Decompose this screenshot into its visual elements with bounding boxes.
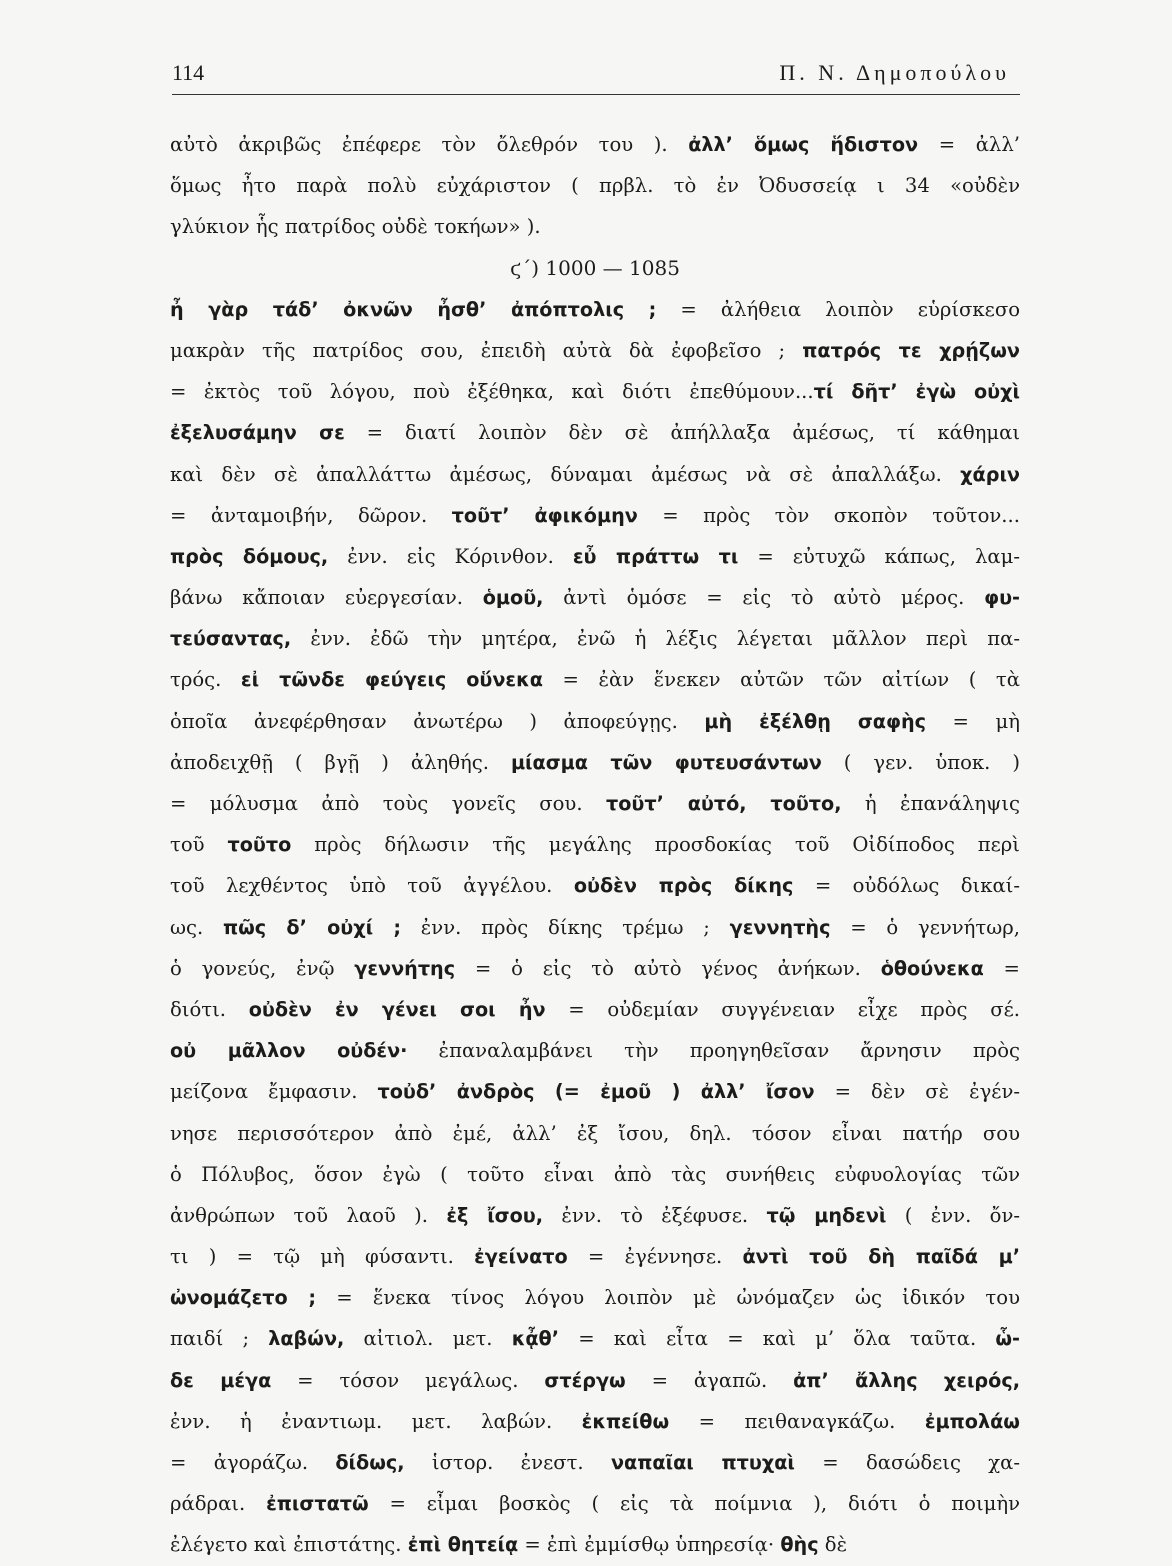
text-line [170,989,1020,1030]
gloss-text: = ἀλλ’ [918,133,1020,156]
lemma: ἐγείνατο [474,1245,568,1269]
lemma: στέργω [544,1368,626,1392]
text-line [170,371,1020,412]
lemma: δε μέγα [170,1368,272,1392]
gloss-text: ἐνν. πρὸς δίκης τρέμω ; [401,915,730,939]
lemma: τί δῆτ’ ἐγὼ οὐχὶ [813,380,1020,404]
gloss-text: ( ἐνν. ὄν- [886,1203,1020,1227]
text-line [170,330,1020,371]
text-line [170,742,1020,783]
gloss-text: = ἀγοράζω. [170,1451,336,1474]
gloss-text: = καὶ εἶτα = καὶ μ’ ὅλα ταῦτα. [559,1327,996,1351]
gloss-text: μείζονα ἔμφασιν. [170,1080,378,1104]
text-line [170,1524,1020,1565]
gloss-text: δὲ [818,1533,848,1557]
gloss-text: = ἀλήθεια λοιπὸν εὑρίσκεσο [656,297,1020,321]
gloss-text: ( γεν. ὑποκ. ) [821,750,1020,774]
lemma: ἐξ ἴσου, [446,1203,544,1227]
gloss-text: = ἐκτὸς τοῦ λόγου, ποὺ ἐξέθηκα, καὶ διότι ἐπεθύμουν... [170,380,814,404]
gloss-text: διότι. [170,997,249,1021]
lemma: γεννήτης [354,956,456,980]
lemma: τοὐδ’ ἀνδρὸς (= ἐμοῦ ) ἀλλ’ ἴσον [377,1080,815,1104]
text-line [170,659,1020,700]
lemma: ἐκπείθω [581,1409,670,1433]
text-line [170,495,1020,536]
gloss-text: = εἶμαι βοσκὸς ( εἰς τὰ ποίμνια ), διότι ὁ ποιμὴν [368,1492,1020,1516]
lemma: πῶς δ’ οὐχί ; [222,915,401,939]
gloss-text: = εὐτυχῶ κάπως, λαμ- [738,544,1020,568]
gloss-text: ἐνν. τὸ ἐξέφυσε. [543,1203,767,1227]
page-header [172,58,1020,95]
lemma: πατρός τε χρῄζων [802,338,1020,362]
gloss-text: = διατί λοιπὸν δὲν σὲ ἀπήλλαξα ἀμέσως, τί κάθημαι [344,421,1020,445]
gloss-text: ως. [170,915,223,939]
lemma: μὴ ἐξέλθῃ σαφὴς [704,709,927,733]
gloss-text: = ἐὰν ἕνεκεν αὐτῶν τῶν αἰτίων ( τὰ [542,668,1020,692]
gloss-text: ἀντὶ ὁμόσε = εἰς τὸ αὐτὸ μέρος. [543,586,985,610]
gloss-text: αἰτιολ. μετ. [344,1327,512,1351]
lemma: ἦ γὰρ τάδ’ ὀκνῶν ἦσθ’ ἀπόπτολις ; [170,297,657,321]
lemma: εἰ τῶνδε φεύγεις οὕνεκα [240,668,543,692]
text-line [170,165,1020,206]
lemma: δίδως, [335,1451,405,1474]
text-line [170,1236,1020,1277]
text-line [170,1483,1020,1524]
gloss-text: = οὐδεμίαν συγγένειαν εἶχε πρὸς σέ. [545,997,1020,1021]
gloss-text: = δὲν σὲ ἐγέν- [814,1080,1020,1104]
lemma: φυ- [984,586,1020,610]
page-number: 114 [172,60,205,85]
section-heading [170,248,1020,289]
gloss-text: ἀνθρώπων τοῦ λαοῦ ). [170,1203,447,1227]
lemma: ὠνομάζετο ; [170,1286,316,1310]
text-line [170,536,1020,577]
gloss-text: παιδί ; [170,1327,269,1351]
gloss-text: = δασώδεις χα- [794,1451,1020,1474]
lemma: λαβών, [268,1327,345,1351]
text-line [170,1154,1020,1195]
lemma: ὁθούνεκα [880,956,984,980]
gloss-text: = πρὸς τὸν σκοπὸν τοῦτον... [637,503,1020,527]
lemma: ἀντὶ τοῦ δὴ παῖδά μ’ [742,1245,1020,1269]
text-line [170,1442,1020,1483]
gloss-text: = ἀγαπῶ. [625,1368,794,1392]
gloss-text: = [983,956,1020,980]
text-line [170,454,1020,495]
text-line [170,618,1020,659]
lemma: ἐπιστατῶ [266,1492,369,1516]
text-line [170,865,1020,906]
gloss-text: ἐνν. εἰς Κόρινθον. [328,544,573,568]
gloss-text: βάνω κἄποιαν εὐεργεσίαν. [170,586,483,610]
lemma: οὐδὲν ἐν γένει σοι ἦν [248,997,546,1021]
text-line [170,577,1020,618]
gloss-text: ὁ Πόλυβος, ὅσον ἐγὼ ( τοῦτο εἶναι ἀπὸ τὰς συνήθεις εὐφυολογίας τῶν [170,1162,1020,1186]
gloss-text: ἐπαναλαμβάνει τὴν προηγηθεῖσαν ἄρνησιν πρὸς [407,1039,1020,1063]
gloss-text: = ἐγέννησε. [567,1245,743,1269]
lemma: θὴς [780,1533,819,1557]
gloss-text: ϛ΄) 1000 — 1085 [510,255,680,280]
body-text [170,124,1020,1566]
text-line [170,701,1020,742]
lemma: τοῦτ’ αὐτό, τοῦτο, [605,792,842,815]
gloss-text: = ὁ γεννήτωρ, [830,915,1020,939]
gloss-text: = τόσον μεγάλως. [271,1368,545,1392]
text-line [170,289,1020,330]
gloss-text: ὁποῖα ἀνεφέρθησαν ἀνωτέρω ) ἀποφεύγῃς. [170,709,705,733]
lemma: τῷ μηδενὶ [766,1203,887,1227]
lemma: οὐδὲν πρὸς δίκης [573,874,794,898]
lemma: ἐπὶ θητείᾳ [407,1533,519,1557]
gloss-text: = ἐπὶ ἐμμίσθῳ ὑπηρεσίᾳ· [518,1533,781,1557]
gloss-text: τι ) = τῷ μὴ φύσαντι. [170,1245,475,1269]
lemma: ἐμπολάω [924,1409,1020,1433]
lemma: τοῦτο [227,833,292,857]
gloss-text: = ὁ εἰς τὸ αὐτὸ γένος ἀνήκων. [455,956,881,980]
lemma: μίασμα τῶν φυτευσάντων [510,750,822,774]
text-line [170,412,1020,453]
text-line [170,948,1020,989]
lemma: πρὸς δόμους, [170,544,329,568]
text-line [170,824,1020,865]
gloss-text: = ἀνταμοιβήν, δῶρον. [170,503,452,527]
text-line [170,1071,1020,1112]
gloss-text: ράδραι. [170,1492,267,1516]
gloss-text: ἐνν. ἐδῶ τὴν μητέρα, ἐνῶ ἡ λέξις λέγεται μᾶλλον περὶ πα- [291,627,1020,651]
lemma: τεύσαντας, [170,627,292,651]
text-line [170,1360,1020,1401]
gloss-text: πρὸς δήλωσιν τῆς μεγάλης προσδοκίας τοῦ Οἰδίποδος περὶ [291,833,1020,857]
gloss-text: αὐτὸ ἀκριβῶς ἐπέφερε τὸν ὄλεθρόν του ). [170,133,689,156]
lemma: ἀλλ’ ὅμως ἥδιστον [688,133,919,156]
gloss-text: ἱστορ. ἐνεστ. [404,1451,611,1474]
gloss-text: = μόλυσμα ἀπὸ τοὺς γονεῖς σου. [170,792,606,815]
text-line [170,124,1020,165]
lemma: εὖ πράττω τι [572,544,739,568]
text-line [170,1113,1020,1154]
lemma: ἀπ’ ἄλλης χειρός, [793,1368,1020,1392]
gloss-text: ἐνν. ἡ ἐναντιωμ. μετ. λαβών. [170,1409,582,1433]
lemma: τοῦτ’ ἀφικόμην [451,503,638,527]
lemma: ναπαῖαι πτυχαὶ [610,1451,795,1474]
lemma: ὁμοῦ, [482,586,544,610]
gloss-text: ὁ γονεύς, ἐνῷ [170,956,355,980]
lemma: γεννητὴς [729,915,831,939]
lemma: κᾆθ’ [511,1327,560,1351]
text-line [170,1195,1020,1236]
text-line [170,783,1020,824]
gloss-text: μακρὰν τῆς πατρίδος σου, ἐπειδὴ αὐτὰ δὰ ἐφοβεῖσο ; [170,338,803,362]
text-line [170,1401,1020,1442]
text-line [170,907,1020,948]
text-line [170,206,1020,247]
lemma: ἐξελυσάμην σε [170,421,345,445]
gloss-text: = πειθαναγκάζω. [669,1409,925,1433]
gloss-text: νησε περισσότερον ἀπὸ ἐμέ, ἀλλ’ ἐξ ἴσου, δηλ. τόσον εἶναι πατήρ σου [170,1121,1020,1145]
gloss-text: = ἕνεκα τίνος λόγου λοιπὸν μὲ ὠνόμαζεν ὡς ἰδικόν του [316,1286,1020,1310]
gloss-text: ἐλέγετο καὶ ἐπιστάτης. [170,1533,408,1557]
text-line [170,1318,1020,1359]
gloss-text: ἀποδειχθῇ ( βγῇ ) ἀληθής. [170,750,511,774]
running-title: Π. Ν. Δημοπούλου [779,60,1010,85]
gloss-text: ὅμως ἦτο παρὰ πολὺ εὐχάριστον ( πρβλ. τὸ ἐν Ὀδυσσείᾳ ι 34 «οὐδὲν [170,174,1020,198]
gloss-text: καὶ δὲν σὲ ἀπαλλάττω ἀμέσως, δύναμαι ἀμέσως νὰ σὲ ἀπαλλάξω. [170,462,961,486]
gloss-text: = οὐδόλως δικαί- [793,874,1020,898]
gloss-text: τοῦ λεχθέντος ὑπὸ τοῦ ἀγγέλου. [170,874,574,898]
gloss-text: ἡ ἐπανάληψις [841,792,1020,815]
lemma: οὐ μᾶλλον οὐδέν· [170,1039,408,1063]
gloss-text: γλύκιον ἧς πατρίδος οὐδὲ τοκήων» ). [170,215,541,239]
lemma: ὧ- [995,1327,1020,1351]
text-line [170,1277,1020,1318]
lemma: χάριν [960,462,1020,486]
gloss-text: τοῦ [170,833,228,857]
gloss-text: = μὴ [926,709,1020,733]
gloss-text: τρός. [170,668,241,692]
text-line [170,1030,1020,1071]
